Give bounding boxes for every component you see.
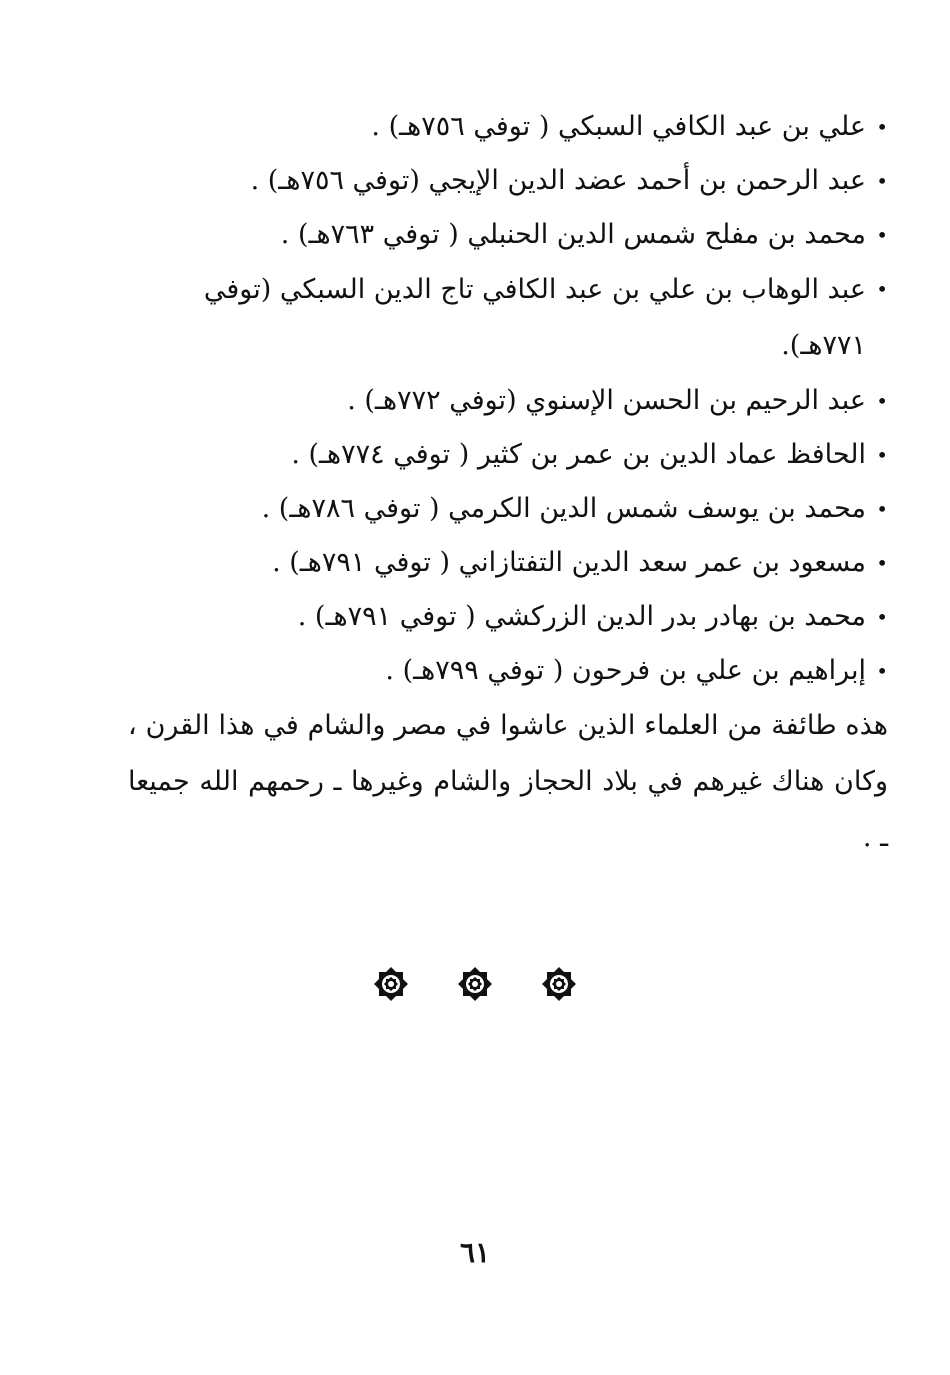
list-item-text: علي بن عبد الكافي السبكي ( توفي ٧٥٦هـ) . [371, 111, 866, 142]
bullet-icon: • [876, 659, 888, 683]
list-item-text: محمد بن يوسف شمس الدين الكرمي ( توفي ٧٨٦هـ) . [261, 493, 866, 524]
page-number: ٦١ [459, 1236, 491, 1269]
section-divider [0, 964, 950, 1004]
bullet-icon: • [876, 497, 888, 521]
list-item-text: محمد بن بهادر بدر الدين الزركشي ( توفي ٧٩١هـ) . [297, 601, 866, 632]
list-item [141, 262, 888, 374]
list-item [128, 590, 888, 644]
bullet-icon: • [876, 389, 888, 413]
list-item-text: إبراهيم بن علي بن فرحون ( توفي ٧٩٩هـ) . [385, 655, 866, 686]
scholars-list [128, 100, 888, 698]
closing-paragraph: هذه طائفة من العلماء الذين عاشوا في مصر والشام في هذا القرن ، وكان هناك غيرهم في بلاد الحجاز والشام وغيرها ـ رحمهم الله جميعا ـ . [128, 710, 888, 853]
list-item [128, 154, 888, 208]
bullet-icon: • [876, 605, 888, 629]
bullet-icon: • [876, 551, 888, 575]
eight-point-star-ornament-icon [539, 964, 579, 1004]
list-item-text: عبد الرحيم بن الحسن الإسنوي (توفي ٧٧٢هـ) . [347, 385, 866, 416]
bullet-icon: • [876, 223, 888, 247]
list-item-text: مسعود بن عمر سعد الدين التفتازاني ( توفي ٧٩١هـ) . [272, 547, 866, 578]
list-item [128, 644, 888, 698]
bullet-icon: • [876, 277, 888, 301]
list-item-text: عبد الرحمن بن أحمد عضد الدين الإيجي (توفي ٧٥٦هـ) . [250, 165, 866, 196]
list-item [128, 208, 888, 262]
list-item-text: الحافظ عماد الدين بن عمر بن كثير ( توفي ٧٧٤هـ) . [291, 439, 866, 470]
eight-point-star-ornament-icon [371, 964, 411, 1004]
list-item-text: عبد الوهاب بن علي بن عبد الكافي تاج الدين السبكي (توفي ٧٧١هـ). [203, 274, 866, 361]
bullet-icon: • [876, 115, 888, 139]
list-item [128, 428, 888, 482]
eight-point-star-ornament-icon [455, 964, 495, 1004]
bullet-icon: • [876, 169, 888, 193]
list-item [128, 482, 888, 536]
bullet-icon: • [876, 443, 888, 467]
list-item [128, 536, 888, 590]
list-item-text: محمد بن مفلح شمس الدين الحنبلي ( توفي ٧٦٣هـ) . [280, 219, 866, 250]
list-item [128, 100, 888, 154]
list-item [128, 374, 888, 428]
page-body [128, 100, 888, 866]
